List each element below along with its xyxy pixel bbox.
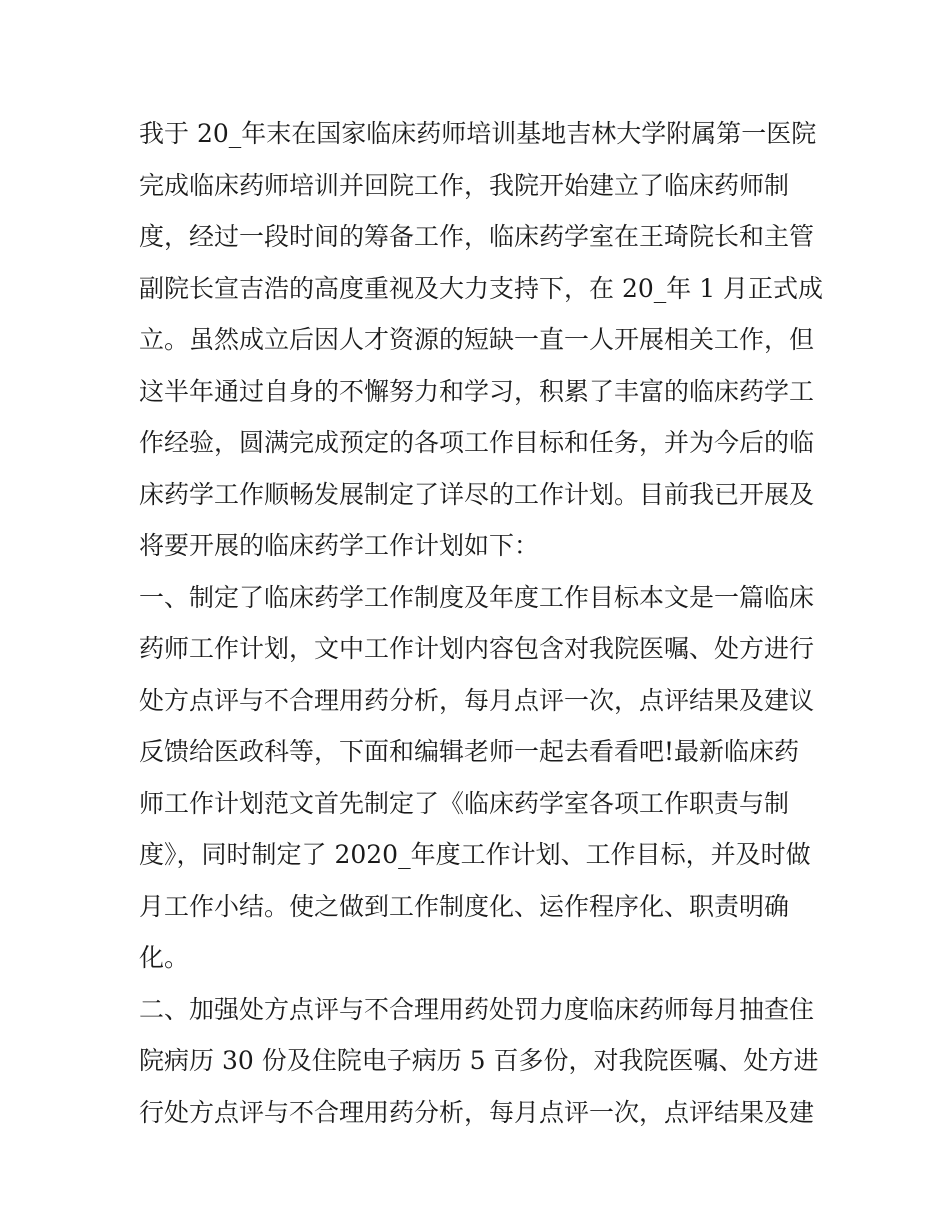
text-line: 完成临床药师培训并回院工作，我院开始建立了临床药师制 [139, 170, 790, 200]
text-line: 化。 [139, 943, 190, 972]
text-line: 一、制定了临床药学工作制度及年度工作目标本文是一篇临床 [139, 582, 815, 612]
text-line: 将要开展的临床药学工作计划如下： [139, 531, 540, 560]
text-line: 二、加强处方点评与不合理用药处罚力度临床药师每月抽查住 [139, 994, 815, 1024]
text-line: 行处方点评与不合理用药分析，每月点评一次，点评结果及建 [139, 1097, 815, 1127]
text-line: 反馈给医政科等，下面和编辑老师一起去看看吧!最新临床药 [139, 737, 800, 766]
body-text [139, 108, 829, 1138]
text-line: 副院长宣吉浩的高度重视及大力支持下，在 20_年 1 月正式成 [139, 273, 824, 303]
text-line: 处方点评与不合理用药分析，每月点评一次，点评结果及建议 [139, 685, 815, 715]
text-line: 药师工作计划，文中工作计划内容包含对我院医嘱、处方进行 [139, 634, 815, 663]
text-line: 作经验，圆满完成预定的各项工作目标和任务，并为今后的临 [139, 428, 815, 457]
text-line: 度》，同时制定了 2020_年度工作计划、工作目标，并及时做 [139, 840, 811, 869]
text-line: 度，经过一段时间的筹备工作，临床药学室在王琦院长和主管 [139, 222, 815, 251]
text-line: 院病历 30 份及住院电子病历 5 百多份，对我院医嘱、处方进 [139, 1046, 819, 1075]
text-line: 师工作计划范文首先制定了《临床药学室各项工作职责与制 [139, 788, 790, 818]
text-line: 月工作小结。使之做到工作制度化、运作程序化、职责明确 [139, 891, 790, 921]
text-line: 床药学工作顺畅发展制定了详尽的工作计划。目前我已开展及 [139, 479, 815, 509]
text-line: 这半年通过自身的不懈努力和学习，积累了丰富的临床药学工 [139, 376, 815, 406]
text-line: 我于 20_年末在国家临床药师培训基地吉林大学附属第一医院 [139, 119, 817, 148]
text-line: 立。虽然成立后因人才资源的短缺一直一人开展相关工作，但 [139, 325, 815, 354]
